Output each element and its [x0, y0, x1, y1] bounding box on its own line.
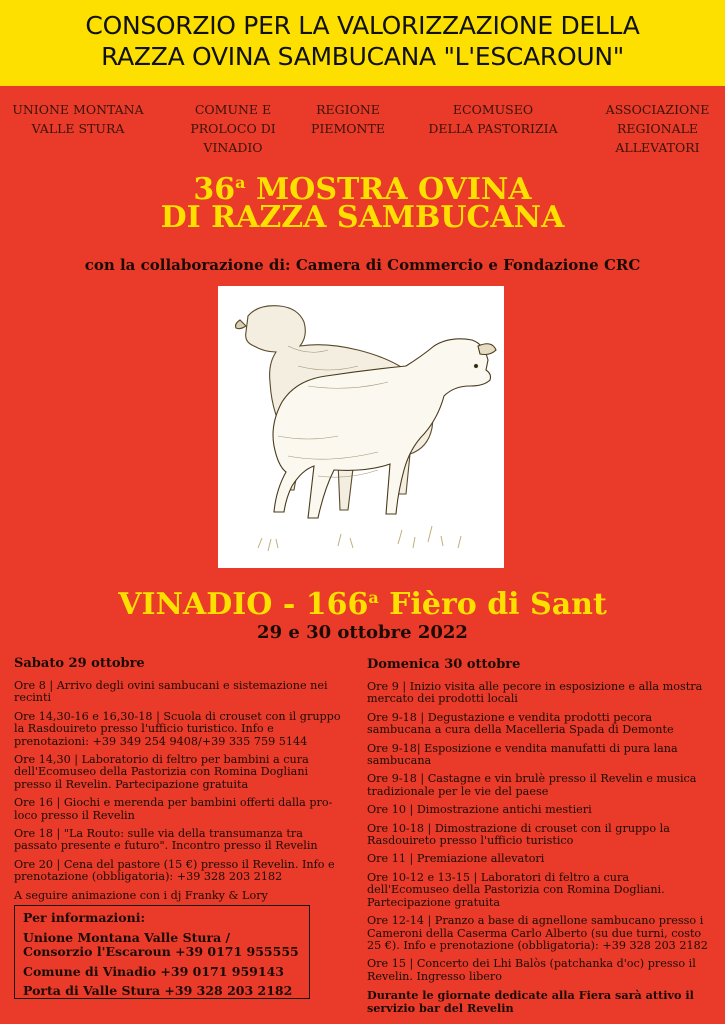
program-item: Ore 10-18 | Dimostrazione di crouset con il gruppo la Rasdouireto presso l'ufficio turistico	[367, 821, 670, 848]
header-banner	[0, 0, 725, 86]
sheep-drawing-icon	[218, 286, 504, 568]
event-superscript: a	[368, 588, 379, 607]
program-item: Ore 16 | Giochi e merenda per bambini offerti dalla pro-loco presso il Revelin	[14, 796, 333, 822]
organizer-line: PIEMONTE	[311, 121, 385, 136]
organizer-regione-piemonte	[298, 100, 398, 138]
bar-service-note: Durante le giornate dedicate alla Fiera sarà attivo il servizio bar del Revelin	[367, 988, 694, 1015]
organizer-line: VALLE STURA	[31, 121, 125, 136]
sheep-illustration	[218, 286, 504, 568]
saturday-heading: Sabato 29 ottobre	[14, 656, 145, 671]
organizer-associazione-allevatori	[595, 100, 720, 157]
program-item: Ore 15 | Concerto dei Lhi Balòs (patchanka d'oc) presso il Revelin. Ingresso libero	[367, 957, 696, 983]
program-item: Ore 9-18 | Castagne e vin brulè presso il Revelin e musica tradizionale per le vie del paese	[367, 772, 697, 798]
program-item: Ore 14,30 | Laboratorio di feltro per bambini a cura dell'Ecomuseo della Pastorizia con Romina Dogliani presso il Revelin. Partecipazione gratuita	[14, 753, 309, 791]
program-item: Ore 14,30-16 e 16,30-18 | Scuola di crouset con il gruppo la Rasdouireto presso l'ufficio turistico. Info e prenotazioni: +39 349 254 9408/+39 335 759 5144	[14, 709, 341, 748]
organizer-unione-montana	[8, 100, 148, 138]
info-contact-unione: Unione Montana Valle Stura / Consorzio l'Escaroun +39 0171 955555	[23, 929, 299, 959]
program-item: Ore 10 | Dimostrazione antichi mestieri	[367, 803, 592, 817]
event-dates: 29 e 30 ottobre 2022	[257, 622, 468, 643]
program-item: A seguire animazione con i dj Franky & Lory	[14, 888, 268, 902]
saturday-program	[14, 656, 349, 908]
collaboration-line: con la collaborazione di: Camera di Commercio e Fondazione CRC	[84, 256, 641, 274]
event-place: VINADIO - 166	[118, 587, 369, 622]
program-item: Ore 20 | Cena del pastore (15 €) presso il Revelin. Info e prenotazione (obbligatoria): +39 328 203 2182	[14, 857, 335, 884]
organizer-ecomuseo	[418, 100, 568, 138]
program-item: Ore 9-18 | Degustazione e vendita prodotti pecora sambucana a cura della Macelleria Spada di Demonte	[367, 710, 674, 737]
info-heading: Per informazioni:	[23, 910, 146, 925]
program-item: Ore 8 | Arrivo degli ovini sambucani e sistemazione nei recinti	[14, 679, 328, 705]
program-item: Ore 9-18| Esposizione e vendita manufatti di pura lana sambucana	[367, 741, 678, 768]
organizer-line: ALLEVATORI	[615, 140, 700, 155]
program-item: Ore 18 | "La Routo: sulle via della transumanza tra passato presente e futuro". Incontro presso il Revelin	[14, 827, 318, 853]
edition-number: 36	[193, 172, 236, 207]
organizer-comune-vinadio	[178, 100, 288, 157]
program-item: Ore 10-12 e 13-15 | Laboratori di feltro a cura dell'Ecomuseo della Pastorizia con Romina Dogliani. Partecipazione gratuita	[367, 870, 665, 909]
organizer-line: COMUNE E	[194, 102, 272, 117]
sunday-heading: Domenica 30 ottobre	[367, 657, 521, 672]
organizer-line: VINADIO	[203, 140, 263, 155]
title-text: MOSTRA OVINA	[245, 172, 532, 207]
info-box	[14, 905, 310, 999]
organizer-line: ECOMUSEO	[452, 102, 534, 117]
edition-superscript: a	[235, 173, 246, 192]
event-name: Fièro di Sant	[378, 587, 607, 622]
info-contact-comune: Comune di Vinadio +39 0171 959143	[23, 963, 284, 979]
banner-line-2: RAZZA OVINA SAMBUCANA "L'ESCAROUN"	[101, 42, 624, 71]
sunday-program	[367, 657, 712, 1020]
organizer-line: UNIONE MONTANA	[12, 102, 144, 117]
organizer-line: DELLA PASTORIZIA	[428, 121, 558, 136]
info-contact-porta: Porta di Valle Stura +39 328 203 2182	[23, 983, 293, 998]
program-item: Ore 12-14 | Pranzo a base di agnellone sambucano presso i Cameroni della Caserma Carlo Alberto (su due turni, costo 25 €). Info e prenotazione (obbligatoria): +39 328 203 2182	[367, 914, 708, 952]
main-title-line-2: DI RAZZA SAMBUCANA	[160, 200, 565, 235]
program-item: Ore 11 | Premiazione allevatori	[367, 852, 545, 866]
program-item: Ore 9 | Inizio visita alle pecore in esposizione e alla mostra mercato dei prodotti locali	[367, 680, 703, 706]
organizer-line: ASSOCIAZIONE	[605, 102, 710, 117]
event-title	[0, 580, 725, 623]
organizer-line: REGIONALE	[616, 121, 699, 136]
banner-line-1: CONSORZIO PER LA VALORIZZAZIONE DELLA	[85, 11, 640, 40]
organizer-line: PROLOCO DI	[190, 121, 276, 136]
organizer-line: REGIONE	[316, 102, 380, 117]
